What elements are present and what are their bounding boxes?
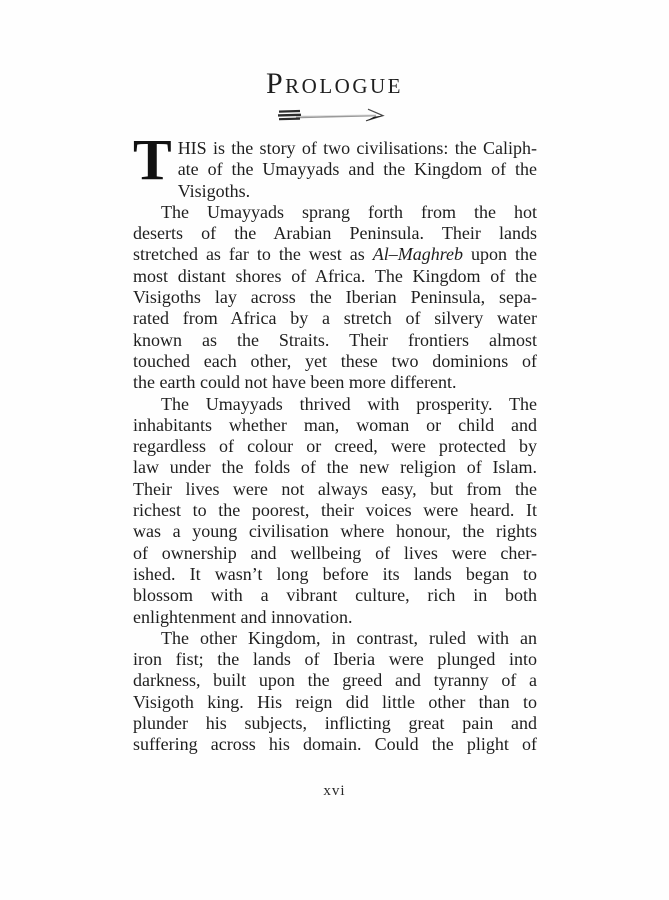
- text-segment: known as the Straits. Their frontiers almost: [133, 329, 537, 350]
- text-segment: Visigoths lay across the Iberian Peninsula, sepa-: [133, 287, 537, 308]
- text-segment: The other Kingdom, in contrast, ruled with an: [161, 627, 537, 648]
- text-line: [133, 692, 537, 713]
- text-segment: inhabitants whether man, woman or child and: [133, 414, 537, 435]
- text-segment: most distant shores of Africa. The Kingdom of the: [133, 265, 537, 286]
- text-line: [133, 181, 537, 202]
- text-line: [133, 457, 537, 478]
- text-segment: HIS is the story of two civilisations: the Caliph-: [177, 138, 537, 158]
- text-line: [133, 521, 537, 542]
- text-line: [133, 351, 537, 372]
- text-line: [133, 202, 537, 223]
- text-line: [133, 543, 537, 564]
- text-segment: the earth could not have been more different.: [133, 372, 457, 393]
- text-line: [133, 564, 537, 585]
- text-line: [133, 479, 537, 500]
- text-segment: The Umayyads sprang forth from the hot: [161, 201, 537, 222]
- text-line: [133, 607, 537, 628]
- paragraph: [133, 202, 537, 394]
- text-line: [133, 649, 537, 670]
- text-segment: regardless of colour or creed, were protected by: [133, 436, 537, 457]
- chapter-ornament: [0, 106, 669, 131]
- text-line: [133, 394, 537, 415]
- text-segment: deserts of the Arabian Peninsula. Their lands: [133, 223, 537, 244]
- text-line: [133, 330, 537, 351]
- text-segment: stretched as far to the west as: [133, 244, 373, 265]
- text-line: [133, 159, 537, 180]
- page-title: Prologue: [265, 67, 403, 100]
- text-line: [133, 266, 537, 287]
- paragraph: [133, 394, 537, 628]
- text-line: [133, 734, 537, 755]
- text-segment: plunder his subjects, inflicting great pain and: [133, 713, 537, 734]
- drop-cap: T: [133, 127, 172, 192]
- text-segment: enlightenment and innovation.: [133, 606, 353, 627]
- text-segment: law under the folds of the new religion of Islam.: [133, 457, 537, 478]
- text-segment: iron fist; the lands of Iberia were plunged into: [133, 649, 537, 670]
- text-segment: Their lives were not always easy, but from the: [133, 478, 537, 499]
- text-line: [133, 500, 537, 521]
- text-segment: darkness, built upon the greed and tyranny of a: [133, 670, 537, 691]
- text-line: [133, 585, 537, 606]
- text-segment: richest to the poorest, their voices were heard. It: [133, 500, 537, 521]
- text-segment: Visigoths.: [177, 180, 251, 201]
- paragraph: [133, 127, 537, 202]
- text-line: [133, 436, 537, 457]
- text-line: [133, 244, 537, 265]
- text-segment: Visigoth king. His reign did little other than to: [133, 691, 537, 712]
- text-segment: blossom with a vibrant culture, rich in both: [133, 585, 537, 606]
- paragraph: [133, 628, 537, 756]
- text-line: [133, 670, 537, 691]
- italic-text: Al–Maghreb: [372, 244, 464, 265]
- text-line: [133, 713, 537, 734]
- arrow-divider-icon: [276, 106, 394, 126]
- text-line: [133, 628, 537, 649]
- text-segment: was a young civilisation where honour, the rights: [133, 521, 537, 542]
- text-line: [133, 415, 537, 436]
- text-segment: of ownership and wellbeing of lives were cher-: [133, 542, 537, 563]
- text-segment: The Umayyads thrived with prosperity. The: [161, 393, 537, 414]
- text-segment: ate of the Umayyads and the Kingdom of the: [177, 159, 537, 180]
- page-number: xvi: [323, 783, 346, 799]
- text-line: [133, 138, 537, 159]
- text-line: [133, 287, 537, 308]
- body-text: [133, 127, 537, 756]
- text-segment: ished. It wasn’t long before its lands began to: [133, 563, 537, 584]
- text-segment: upon the: [463, 244, 537, 265]
- text-segment: suffering across his domain. Could the plight of: [133, 734, 537, 755]
- text-segment: rated from Africa by a stretch of silvery water: [133, 308, 537, 329]
- text-segment: touched each other, yet these two dominions of: [133, 350, 537, 371]
- text-line: [133, 372, 537, 393]
- text-line: [133, 308, 537, 329]
- text-line: [133, 223, 537, 244]
